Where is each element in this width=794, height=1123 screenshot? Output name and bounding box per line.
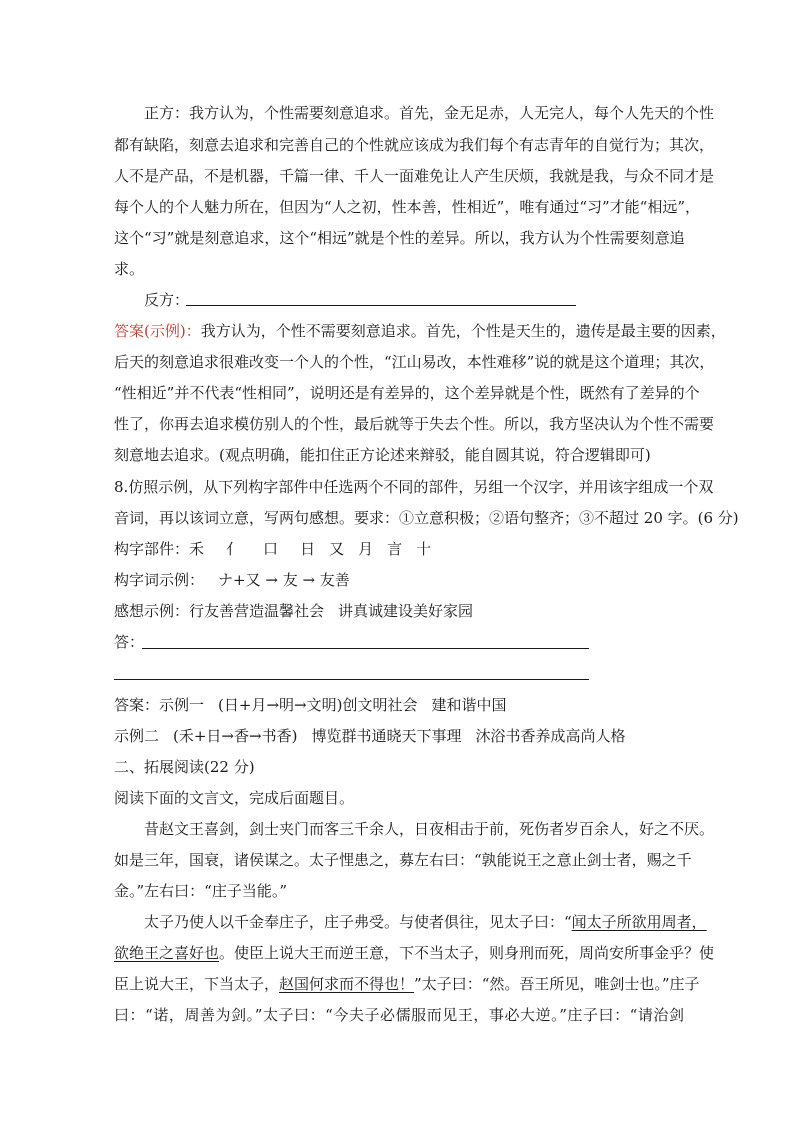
- answer8-example2-b: 沐浴书香养成高尚人格: [475, 727, 626, 745]
- answer7-line-4: 性了，你再去追求模仿别人的个性，最后就等于失去个性。所以，我方坚决认为个性不需要: [114, 415, 715, 433]
- answer8-example1-a: 创文明社会: [342, 696, 418, 714]
- classical-p1-line-1: 昔赵文王喜剑，剑士夹门而客三千余人，日夜相击于前，死伤者岁百余人，好之不厌。: [144, 820, 715, 838]
- component-item: 亻: [226, 540, 242, 558]
- answer8-label: 答案：: [114, 696, 160, 714]
- feeling-item: 行友善营造温馨社会: [189, 602, 325, 620]
- classical-p2-line-3: [114, 973, 700, 997]
- classical-p1-line-2: 如是三年，国衰，诸侯谋之。太子悝患之，募左右曰：“孰能说王之意止剑士者，赐之千: [114, 851, 692, 869]
- components-row: [114, 538, 684, 562]
- example-label: 构字词示例：: [114, 571, 205, 589]
- answer8-example1-b: 建和谐中国: [431, 696, 507, 714]
- zhengfang-line-3: 人不是产品，不是机器，千篇一律、千人一面难免让人产生厌烦，我就是我，与众不同才是: [114, 167, 715, 185]
- classical-p2-l3-pre: 臣上说大王，下当太子，: [114, 975, 280, 993]
- question8-line-1: 8.仿照示例，从下列构字部件中任选两个不同的部件，另组一个汉字，并用该字组成一个双: [114, 478, 714, 496]
- answer8-line-1[interactable]: [142, 648, 589, 649]
- components-label: 构字部件：: [114, 540, 190, 558]
- question8-line-2: 音词，再以该词立意，写两句感想。要求：①立意积极；②语句整齐；③不超过 20 字。(6 分): [114, 509, 739, 527]
- zhengfang-line-4: 每个人的个人魅力所在，但因为“人之初，性本善，性相近”，唯有通过“习”才能“相远”，: [114, 198, 701, 216]
- fanfang-label: 反方：: [144, 291, 190, 309]
- fanfang-row: [144, 289, 684, 313]
- classical-p2-line-4: 曰：“诺，周善为剑。”太子曰：“今夫子必儒服而见王，事必大逆。”庄子曰：“请治剑: [114, 1006, 684, 1024]
- fanfang-answer-line[interactable]: [186, 305, 576, 306]
- component-item: 又: [329, 540, 345, 558]
- underlined-sentence-2: 赵国何求而不得也！: [279, 975, 415, 993]
- component-item: 言: [387, 540, 403, 558]
- zhengfang-line-2: 都有缺陷，刻意去追求和完善自己的个性就应该成为我们每个有志青年的自觉行为；其次，: [114, 136, 715, 154]
- answer8-example1-formula: (日+月→明→文明): [218, 696, 343, 714]
- answer7-line-2: 后天的刻意追求很难改变一个人的个性，“江山易改，本性难移”说的就是这个道理；其次，: [114, 353, 715, 371]
- section2-title: 二、拓展阅读(22 分): [114, 758, 255, 776]
- answer8-prompt-label: 答：: [114, 633, 145, 651]
- zhengfang-line-5: 这个“习”就是刻意追求，这个“相远”就是个性的差异。所以，我方认为个性需要刻意追: [114, 229, 685, 247]
- answer8-line-2[interactable]: [114, 679, 589, 680]
- feeling-row: [114, 600, 684, 624]
- classical-p2-line-2: [114, 942, 715, 966]
- example-formula: ナ+又 → 友 → 友善: [218, 571, 350, 589]
- section2-intro: 阅读下面的文言文，完成后面题目。: [114, 789, 355, 807]
- component-item: 月: [358, 540, 374, 558]
- classical-p2-line-1: [144, 911, 707, 935]
- classical-p1-line-3: 金。”左右曰：“庄子当能。”: [114, 882, 288, 900]
- answer7-label: 答案(示例)：: [114, 322, 201, 340]
- answer8-example1-name: 示例一: [159, 696, 205, 714]
- answer8-example1-row: [114, 694, 684, 718]
- feeling-item: 讲真诚建设美好家园: [338, 602, 474, 620]
- answer7-text-1: 我方认为，个性不需要刻意追求。首先，个性是天生的，遗传是最主要的因素，: [200, 322, 726, 340]
- component-item: 日: [300, 540, 316, 558]
- zhengfang-line-1: 正方：我方认为，个性需要刻意追求。首先，金无足赤，人无完人，每个人先天的个性: [144, 104, 715, 122]
- underlined-sentence-1b: 欲绝王之喜好也: [114, 944, 220, 962]
- answer8-example2-a: 博览群书通晓天下事理: [311, 727, 462, 745]
- answer8-example2-name: 示例二: [114, 727, 160, 745]
- classical-p2-l1-pre: 太子乃使人以千金奉庄子，庄子弗受。与使者俱往，见太子曰：“: [144, 913, 572, 931]
- component-item: 口: [263, 540, 279, 558]
- feeling-label: 感想示例：: [114, 602, 190, 620]
- component-item: 禾: [189, 540, 205, 558]
- underlined-sentence-1a: 闻太子所欲用周者，: [571, 913, 707, 931]
- answer8-prompt-row: [114, 631, 684, 655]
- answer8-example2-row: [114, 725, 684, 749]
- zhengfang-line-6: 求。: [114, 260, 145, 278]
- answer8-example2-formula: (禾+日→香→书香): [173, 727, 298, 745]
- answer7-line-3: “性相近”并不代表“性相同”，说明还是有差异的，这个差异就是个性，既然有了差异的个: [114, 384, 700, 402]
- classical-p2-l3-post: ”太子曰：“然。吾王所见，唯剑士也。”庄子: [414, 975, 700, 993]
- component-item: 十: [416, 540, 432, 558]
- classical-p2-l2-post: 。使臣上说大王而逆王意，下不当太子，则身刑而死，周尚安所事金乎？使: [219, 944, 715, 962]
- answer7-line-5: 刻意地去追求。(观点明确，能扣住正方论述来辩驳，能自圆其说，符合逻辑即可): [114, 446, 651, 464]
- answer7-line-1: [114, 320, 726, 344]
- example-row: [114, 569, 684, 593]
